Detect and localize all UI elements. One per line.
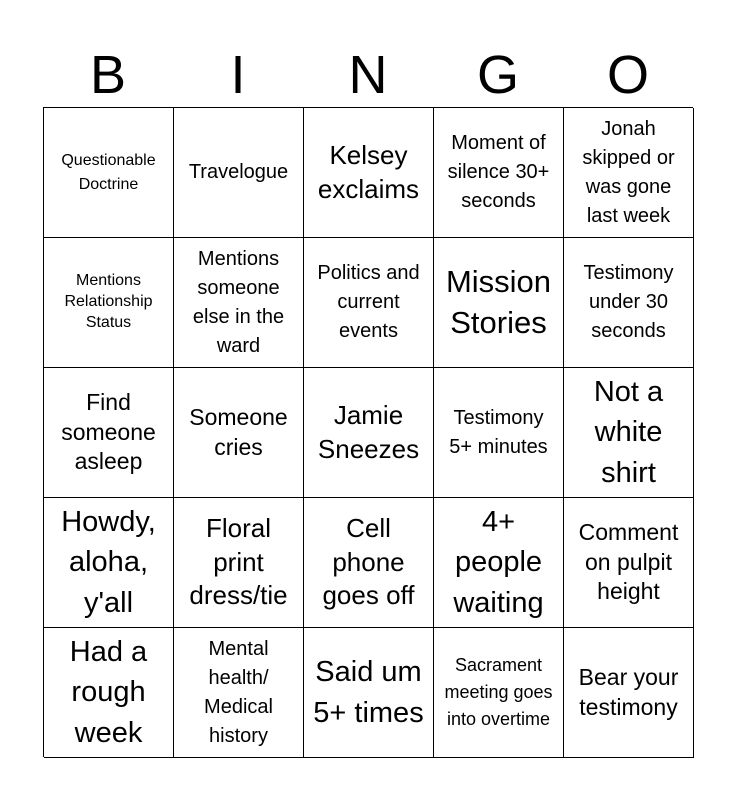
cell-text: Howdy, aloha, y'all <box>61 506 156 619</box>
bingo-cell[interactable] <box>44 498 174 628</box>
bingo-board <box>43 107 693 757</box>
bingo-cell[interactable] <box>304 628 434 758</box>
bingo-cell[interactable] <box>564 368 694 498</box>
bingo-cell[interactable] <box>304 368 434 498</box>
header-letter-n: N <box>348 45 388 105</box>
bingo-cell[interactable] <box>434 498 564 628</box>
cell-text: Mission Stories <box>445 264 552 340</box>
cell-text: Someone cries <box>189 403 288 460</box>
bingo-cell[interactable] <box>44 108 174 238</box>
cell-text: Not a white shirt <box>593 376 664 489</box>
bingo-cell[interactable] <box>44 368 174 498</box>
bingo-cell[interactable] <box>434 238 564 368</box>
bingo-cell[interactable] <box>174 498 304 628</box>
bingo-cell[interactable] <box>434 108 564 238</box>
bingo-cell[interactable] <box>564 498 694 628</box>
cell-text: Politics and current events <box>317 262 420 342</box>
cell-text: Mentions Relationship Status <box>64 272 153 331</box>
bingo-header <box>43 40 693 110</box>
cell-text: Said um 5+ times <box>313 656 424 729</box>
header-letter-i: I <box>230 45 246 105</box>
bingo-cell[interactable] <box>174 108 304 238</box>
cell-text: Mentions someone else in the ward <box>192 247 285 357</box>
cell-text: Cell phone goes off <box>322 512 415 611</box>
cell-text: Testimony under 30 seconds <box>583 262 674 342</box>
bingo-cell[interactable] <box>564 108 694 238</box>
cell-text: Had a rough week <box>69 636 148 749</box>
cell-text: Sacrament meeting goes into overtime <box>444 655 553 729</box>
cell-text: Questionable Doctrine <box>61 152 156 193</box>
bingo-cell[interactable] <box>44 628 174 758</box>
bingo-cell[interactable] <box>564 238 694 368</box>
header-letter-o: O <box>606 45 649 105</box>
cell-text: Moment of silence 30+ seconds <box>447 132 550 212</box>
bingo-cell[interactable] <box>434 368 564 498</box>
cell-text: 4+ people waiting <box>453 506 544 619</box>
cell-text: Comment on pulpit height <box>578 518 679 605</box>
bingo-cell[interactable] <box>44 238 174 368</box>
bingo-cell[interactable] <box>174 238 304 368</box>
bingo-cell[interactable] <box>174 628 304 758</box>
cell-text: Kelsey exclaims <box>317 139 420 204</box>
bingo-cell[interactable] <box>304 108 434 238</box>
cell-text: Testimony 5+ minutes <box>449 406 548 458</box>
cell-text: Find someone asleep <box>61 388 156 475</box>
bingo-cell[interactable] <box>434 628 564 758</box>
bingo-cell[interactable] <box>174 368 304 498</box>
cell-text: Floral print dress/tie <box>189 512 288 611</box>
bingo-cell[interactable] <box>304 498 434 628</box>
header-letter-b: B <box>89 45 127 105</box>
cell-text: Mental health/ Medical history <box>204 637 273 747</box>
cell-text: Bear your testimony <box>578 663 679 720</box>
cell-text: Travelogue <box>188 161 289 183</box>
bingo-cell[interactable] <box>304 238 434 368</box>
bingo-cell[interactable] <box>564 628 694 758</box>
header-letter-g: G <box>476 45 519 105</box>
cell-text: Jamie Sneezes <box>317 399 420 464</box>
cell-text: Jonah skipped or was gone last week <box>582 117 675 227</box>
